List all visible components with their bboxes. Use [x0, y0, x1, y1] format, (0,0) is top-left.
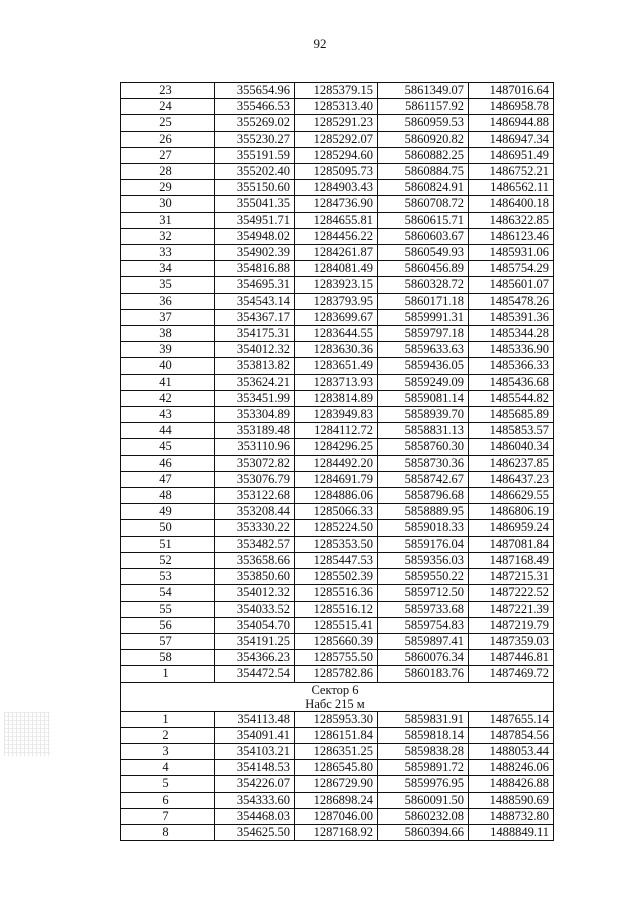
x-local-cell: 355466.53: [215, 99, 295, 115]
table-row: [121, 504, 554, 520]
point-number-cell: 58: [121, 650, 215, 666]
x-state-cell: 5858796.68: [378, 488, 469, 504]
y-local-cell: 1283713.93: [295, 374, 378, 390]
y-state-cell: 1485391.36: [469, 309, 554, 325]
table-row: [121, 309, 554, 325]
x-state-cell: 5859733.68: [378, 601, 469, 617]
y-local-cell: 1285516.12: [295, 601, 378, 617]
table-row: [121, 261, 554, 277]
x-state-cell: 5860920.82: [378, 131, 469, 147]
y-state-cell: 1486958.78: [469, 99, 554, 115]
point-number-cell: 28: [121, 164, 215, 180]
table-row: [121, 824, 554, 840]
x-local-cell: 353189.48: [215, 423, 295, 439]
x-state-cell: 5858831.13: [378, 423, 469, 439]
point-number-cell: 42: [121, 390, 215, 406]
sector-heading-row-group: [121, 682, 554, 711]
point-number-cell: 46: [121, 455, 215, 471]
point-number-cell: 57: [121, 633, 215, 649]
table-row: [121, 212, 554, 228]
sector-title: Сектор 6: [311, 682, 359, 697]
x-state-cell: 5860615.71: [378, 212, 469, 228]
coordinates-table: [120, 82, 554, 841]
y-state-cell: 1486562.11: [469, 180, 554, 196]
x-state-cell: 5860394.66: [378, 824, 469, 840]
x-state-cell: 5859081.14: [378, 390, 469, 406]
y-state-cell: 1487081.84: [469, 536, 554, 552]
x-state-cell: 5860884.75: [378, 164, 469, 180]
y-local-cell: 1285379.15: [295, 83, 378, 99]
point-number-cell: 4: [121, 760, 215, 776]
point-number-cell: 48: [121, 488, 215, 504]
table-row: [121, 390, 554, 406]
y-state-cell: 1487221.39: [469, 601, 554, 617]
x-local-cell: 354902.39: [215, 245, 295, 261]
table-row: [121, 760, 554, 776]
y-state-cell: 1485336.90: [469, 342, 554, 358]
point-number-cell: 29: [121, 180, 215, 196]
y-local-cell: 1285066.33: [295, 504, 378, 520]
y-state-cell: 1485478.26: [469, 293, 554, 309]
table-row: [121, 342, 554, 358]
table-row: [121, 228, 554, 244]
y-local-cell: 1285516.36: [295, 585, 378, 601]
point-number-cell: 45: [121, 439, 215, 455]
x-state-cell: 5860456.89: [378, 261, 469, 277]
y-local-cell: 1285095.73: [295, 164, 378, 180]
x-local-cell: 353451.99: [215, 390, 295, 406]
x-local-cell: 354695.31: [215, 277, 295, 293]
x-local-cell: 355191.59: [215, 147, 295, 163]
table-row: [121, 423, 554, 439]
y-state-cell: 1486123.46: [469, 228, 554, 244]
point-number-cell: 26: [121, 131, 215, 147]
x-local-cell: 354175.31: [215, 326, 295, 342]
y-local-cell: 1287046.00: [295, 808, 378, 824]
y-state-cell: 1486944.88: [469, 115, 554, 131]
y-local-cell: 1284736.90: [295, 196, 378, 212]
y-state-cell: 1486237.85: [469, 455, 554, 471]
point-number-cell: 33: [121, 245, 215, 261]
y-local-cell: 1284456.22: [295, 228, 378, 244]
table-row: [121, 650, 554, 666]
x-local-cell: 354366.23: [215, 650, 295, 666]
y-state-cell: 1485344.28: [469, 326, 554, 342]
y-local-cell: 1285953.30: [295, 711, 378, 727]
x-state-cell: 5858742.67: [378, 471, 469, 487]
x-state-cell: 5860091.50: [378, 792, 469, 808]
x-state-cell: 5859550.22: [378, 569, 469, 585]
x-state-cell: 5858730.36: [378, 455, 469, 471]
table-row: [121, 439, 554, 455]
y-state-cell: 1486806.19: [469, 504, 554, 520]
table-row: [121, 326, 554, 342]
y-local-cell: 1285782.86: [295, 666, 378, 682]
y-state-cell: 1486437.23: [469, 471, 554, 487]
y-local-cell: 1284081.49: [295, 261, 378, 277]
coordinates-table-body-a: [121, 83, 554, 683]
point-number-cell: 1: [121, 711, 215, 727]
point-number-cell: 7: [121, 808, 215, 824]
table-row: [121, 585, 554, 601]
table-row: [121, 358, 554, 374]
point-number-cell: 39: [121, 342, 215, 358]
point-number-cell: 1: [121, 666, 215, 682]
y-local-cell: 1287168.92: [295, 824, 378, 840]
x-local-cell: 354033.52: [215, 601, 295, 617]
x-state-cell: 5859991.31: [378, 309, 469, 325]
sector-height: Набс 215 м: [305, 696, 365, 711]
x-state-cell: 5860328.72: [378, 277, 469, 293]
y-local-cell: 1284112.72: [295, 423, 378, 439]
y-local-cell: 1283699.67: [295, 309, 378, 325]
table-row: [121, 99, 554, 115]
y-state-cell: 1486629.55: [469, 488, 554, 504]
y-state-cell: 1486040.34: [469, 439, 554, 455]
x-local-cell: 353110.96: [215, 439, 295, 455]
y-local-cell: 1286151.84: [295, 727, 378, 743]
x-state-cell: 5859356.03: [378, 552, 469, 568]
x-local-cell: 354226.07: [215, 776, 295, 792]
x-local-cell: 353813.82: [215, 358, 295, 374]
point-number-cell: 35: [121, 277, 215, 293]
y-local-cell: 1283793.95: [295, 293, 378, 309]
x-local-cell: 354816.88: [215, 261, 295, 277]
x-local-cell: 354091.41: [215, 727, 295, 743]
point-number-cell: 56: [121, 617, 215, 633]
y-state-cell: 1486947.34: [469, 131, 554, 147]
x-local-cell: 353076.79: [215, 471, 295, 487]
x-state-cell: 5859018.33: [378, 520, 469, 536]
x-state-cell: 5861349.07: [378, 83, 469, 99]
table-row: [121, 601, 554, 617]
y-state-cell: 1485754.29: [469, 261, 554, 277]
point-number-cell: 8: [121, 824, 215, 840]
point-number-cell: 32: [121, 228, 215, 244]
x-local-cell: 353122.68: [215, 488, 295, 504]
y-state-cell: 1487469.72: [469, 666, 554, 682]
point-number-cell: 25: [121, 115, 215, 131]
point-number-cell: 53: [121, 569, 215, 585]
y-local-cell: 1283630.36: [295, 342, 378, 358]
point-number-cell: 47: [121, 471, 215, 487]
x-state-cell: 5859633.63: [378, 342, 469, 358]
table-row: [121, 407, 554, 423]
x-state-cell: 5859712.50: [378, 585, 469, 601]
y-local-cell: 1283644.55: [295, 326, 378, 342]
y-state-cell: 1486400.18: [469, 196, 554, 212]
y-state-cell: 1487016.64: [469, 83, 554, 99]
y-local-cell: 1284492.20: [295, 455, 378, 471]
x-state-cell: 5858760.30: [378, 439, 469, 455]
y-state-cell: 1488426.88: [469, 776, 554, 792]
table-row: [121, 792, 554, 808]
y-local-cell: 1286351.25: [295, 743, 378, 759]
point-number-cell: 49: [121, 504, 215, 520]
y-state-cell: 1485366.33: [469, 358, 554, 374]
y-local-cell: 1283949.83: [295, 407, 378, 423]
x-state-cell: 5859838.28: [378, 743, 469, 759]
table-row: [121, 196, 554, 212]
x-state-cell: 5860708.72: [378, 196, 469, 212]
point-number-cell: 6: [121, 792, 215, 808]
point-number-cell: 43: [121, 407, 215, 423]
x-state-cell: 5859897.41: [378, 633, 469, 649]
table-row: [121, 727, 554, 743]
page-number: 92: [313, 36, 327, 51]
point-number-cell: 34: [121, 261, 215, 277]
x-state-cell: 5859797.18: [378, 326, 469, 342]
x-state-cell: 5859754.83: [378, 617, 469, 633]
x-local-cell: 354012.32: [215, 342, 295, 358]
x-local-cell: 353482.57: [215, 536, 295, 552]
x-local-cell: 355202.40: [215, 164, 295, 180]
table-row: [121, 666, 554, 682]
y-local-cell: 1285292.07: [295, 131, 378, 147]
x-local-cell: 353208.44: [215, 504, 295, 520]
x-local-cell: 353624.21: [215, 374, 295, 390]
table-row: [121, 536, 554, 552]
x-local-cell: 354054.70: [215, 617, 295, 633]
y-local-cell: 1285294.60: [295, 147, 378, 163]
sector-heading: [121, 682, 554, 711]
table-row: [121, 245, 554, 261]
point-number-cell: 50: [121, 520, 215, 536]
x-state-cell: 5859891.72: [378, 760, 469, 776]
x-state-cell: 5859831.91: [378, 711, 469, 727]
y-state-cell: 1487854.56: [469, 727, 554, 743]
table-row: [121, 455, 554, 471]
x-local-cell: 355230.27: [215, 131, 295, 147]
x-local-cell: 354951.71: [215, 212, 295, 228]
table-row: [121, 776, 554, 792]
y-local-cell: 1285224.50: [295, 520, 378, 536]
y-state-cell: 1487446.81: [469, 650, 554, 666]
point-number-cell: 54: [121, 585, 215, 601]
y-state-cell: 1487219.79: [469, 617, 554, 633]
y-state-cell: 1485544.82: [469, 390, 554, 406]
point-number-cell: 37: [121, 309, 215, 325]
table-row: [121, 277, 554, 293]
y-local-cell: 1286729.90: [295, 776, 378, 792]
x-state-cell: 5858889.95: [378, 504, 469, 520]
point-number-cell: 44: [121, 423, 215, 439]
x-state-cell: 5859818.14: [378, 727, 469, 743]
point-number-cell: 38: [121, 326, 215, 342]
x-state-cell: 5860824.91: [378, 180, 469, 196]
point-number-cell: 24: [121, 99, 215, 115]
y-state-cell: 1488590.69: [469, 792, 554, 808]
x-local-cell: 355654.96: [215, 83, 295, 99]
y-state-cell: 1485436.68: [469, 374, 554, 390]
x-state-cell: 5861157.92: [378, 99, 469, 115]
x-local-cell: 354543.14: [215, 293, 295, 309]
table-row: [121, 711, 554, 727]
table-row: [121, 131, 554, 147]
x-state-cell: 5859249.09: [378, 374, 469, 390]
x-state-cell: 5860232.08: [378, 808, 469, 824]
point-number-cell: 31: [121, 212, 215, 228]
y-state-cell: 1486959.24: [469, 520, 554, 536]
table-row: [121, 374, 554, 390]
coordinates-table-body-b: [121, 711, 554, 841]
x-state-cell: 5860171.18: [378, 293, 469, 309]
y-state-cell: 1486322.85: [469, 212, 554, 228]
x-local-cell: 353304.89: [215, 407, 295, 423]
y-state-cell: 1488732.80: [469, 808, 554, 824]
y-state-cell: 1487222.52: [469, 585, 554, 601]
y-state-cell: 1487655.14: [469, 711, 554, 727]
x-local-cell: 353072.82: [215, 455, 295, 471]
x-local-cell: 354472.54: [215, 666, 295, 682]
y-local-cell: 1286898.24: [295, 792, 378, 808]
y-state-cell: 1485601.07: [469, 277, 554, 293]
faded-stamp-mark: [4, 712, 50, 756]
y-local-cell: 1284886.06: [295, 488, 378, 504]
x-local-cell: 353658.66: [215, 552, 295, 568]
y-state-cell: 1485685.89: [469, 407, 554, 423]
x-local-cell: 354468.03: [215, 808, 295, 824]
x-local-cell: 354191.25: [215, 633, 295, 649]
x-state-cell: 5860959.53: [378, 115, 469, 131]
table-row: [121, 115, 554, 131]
table-row: [121, 293, 554, 309]
point-number-cell: 52: [121, 552, 215, 568]
y-local-cell: 1283814.89: [295, 390, 378, 406]
x-local-cell: 354367.17: [215, 309, 295, 325]
x-local-cell: 355269.02: [215, 115, 295, 131]
point-number-cell: 3: [121, 743, 215, 759]
x-local-cell: 354012.32: [215, 585, 295, 601]
x-local-cell: 354148.53: [215, 760, 295, 776]
x-local-cell: 353330.22: [215, 520, 295, 536]
y-state-cell: 1488246.06: [469, 760, 554, 776]
point-number-cell: 23: [121, 83, 215, 99]
x-local-cell: 355041.35: [215, 196, 295, 212]
x-state-cell: 5858939.70: [378, 407, 469, 423]
x-state-cell: 5860882.25: [378, 147, 469, 163]
x-local-cell: 354625.50: [215, 824, 295, 840]
y-state-cell: 1488053.44: [469, 743, 554, 759]
y-local-cell: 1283923.15: [295, 277, 378, 293]
table-row: [121, 180, 554, 196]
x-local-cell: 353850.60: [215, 569, 295, 585]
y-state-cell: 1486951.49: [469, 147, 554, 163]
y-local-cell: 1284261.87: [295, 245, 378, 261]
x-state-cell: 5860549.93: [378, 245, 469, 261]
point-number-cell: 5: [121, 776, 215, 792]
point-number-cell: 40: [121, 358, 215, 374]
x-state-cell: 5859176.04: [378, 536, 469, 552]
y-state-cell: 1487215.31: [469, 569, 554, 585]
y-state-cell: 1485853.57: [469, 423, 554, 439]
table-row: [121, 83, 554, 99]
table-row: [121, 164, 554, 180]
y-local-cell: 1284903.43: [295, 180, 378, 196]
table-row: [121, 147, 554, 163]
point-number-cell: 51: [121, 536, 215, 552]
y-local-cell: 1285291.23: [295, 115, 378, 131]
table-row: [121, 743, 554, 759]
x-state-cell: 5859976.95: [378, 776, 469, 792]
table-row: [121, 617, 554, 633]
y-local-cell: 1284296.25: [295, 439, 378, 455]
table-row: [121, 520, 554, 536]
point-number-cell: 30: [121, 196, 215, 212]
y-local-cell: 1285660.39: [295, 633, 378, 649]
y-local-cell: 1285755.50: [295, 650, 378, 666]
y-state-cell: 1485931.06: [469, 245, 554, 261]
point-number-cell: 36: [121, 293, 215, 309]
y-local-cell: 1283651.49: [295, 358, 378, 374]
x-local-cell: 354333.60: [215, 792, 295, 808]
y-local-cell: 1285313.40: [295, 99, 378, 115]
y-local-cell: 1286545.80: [295, 760, 378, 776]
point-number-cell: 27: [121, 147, 215, 163]
x-local-cell: 354103.21: [215, 743, 295, 759]
x-state-cell: 5860603.67: [378, 228, 469, 244]
y-state-cell: 1488849.11: [469, 824, 554, 840]
x-local-cell: 355150.60: [215, 180, 295, 196]
point-number-cell: 55: [121, 601, 215, 617]
table-row: [121, 471, 554, 487]
y-local-cell: 1285515.41: [295, 617, 378, 633]
point-number-cell: 2: [121, 727, 215, 743]
y-local-cell: 1284691.79: [295, 471, 378, 487]
x-local-cell: 354113.48: [215, 711, 295, 727]
x-local-cell: 354948.02: [215, 228, 295, 244]
y-local-cell: 1285353.50: [295, 536, 378, 552]
y-state-cell: 1487168.49: [469, 552, 554, 568]
y-state-cell: 1487359.03: [469, 633, 554, 649]
table-row: [121, 552, 554, 568]
y-local-cell: 1285447.53: [295, 552, 378, 568]
sector-heading-row: [121, 682, 554, 711]
x-state-cell: 5859436.05: [378, 358, 469, 374]
table-row: [121, 633, 554, 649]
table-row: [121, 569, 554, 585]
y-local-cell: 1284655.81: [295, 212, 378, 228]
y-state-cell: 1486752.21: [469, 164, 554, 180]
x-state-cell: 5860183.76: [378, 666, 469, 682]
table-row: [121, 488, 554, 504]
x-state-cell: 5860076.34: [378, 650, 469, 666]
y-local-cell: 1285502.39: [295, 569, 378, 585]
point-number-cell: 41: [121, 374, 215, 390]
table-row: [121, 808, 554, 824]
